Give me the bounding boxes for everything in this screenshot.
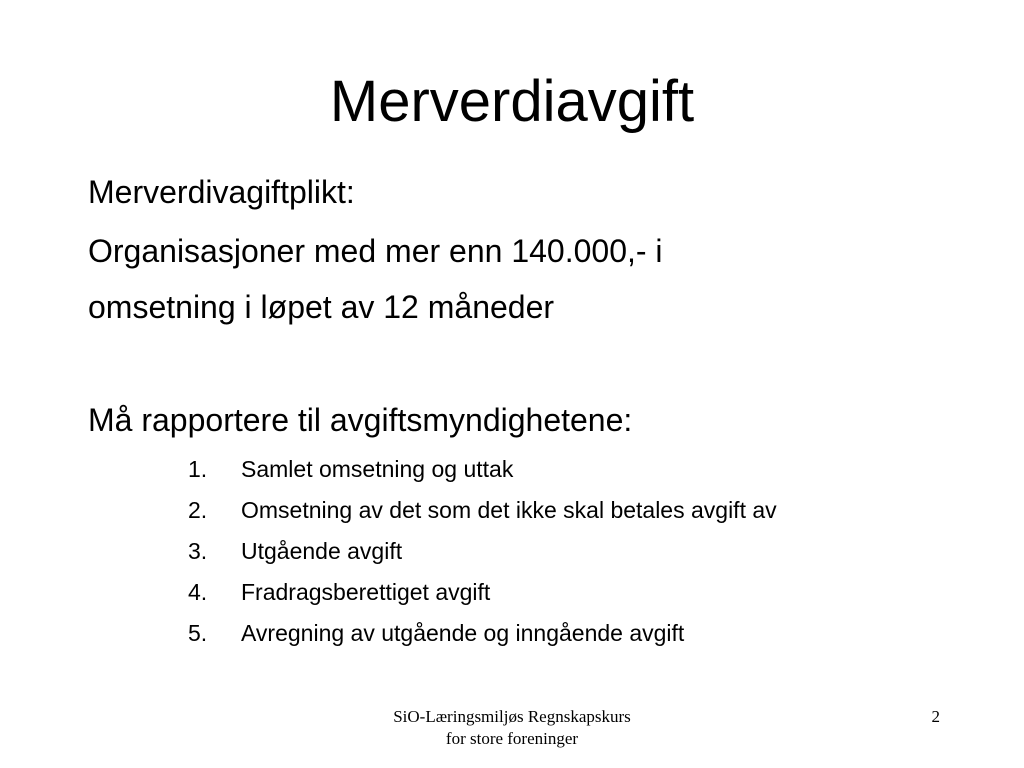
list-item <box>188 493 777 534</box>
list-item-number: 3. <box>188 538 208 564</box>
list-item <box>188 616 777 657</box>
body-text-must-report: Må rapportere til avgiftsmyndighetene: <box>88 402 633 438</box>
page-number: 2 <box>931 707 940 726</box>
footer-audience: for store foreninger <box>445 729 579 748</box>
body-text-vat-obligation: Merverdivagiftplikt: <box>88 174 355 210</box>
list-item-text: Avregning av utgående og inngående avgift <box>241 620 685 646</box>
list-item <box>188 534 777 575</box>
list-item-number: 1. <box>188 456 208 482</box>
list-item-number: 4. <box>188 579 208 605</box>
slide-title: Merverdiavgift <box>329 69 695 134</box>
list-item-text: Samlet omsetning og uttak <box>241 456 514 482</box>
body-text-turnover-period: omsetning i løpet av 12 måneder <box>88 289 555 325</box>
list-item-text: Fradragsberettiget avgift <box>241 579 491 605</box>
list-item <box>188 575 777 616</box>
list-item-text: Utgående avgift <box>241 538 403 564</box>
list-item <box>188 452 777 493</box>
list-item-text: Omsetning av det som det ikke skal betales avgift av <box>241 497 777 523</box>
reporting-items-list <box>188 452 777 657</box>
footer-course-name: SiO-Læringsmiljøs Regnskapskurs <box>393 707 631 726</box>
list-item-number: 5. <box>188 620 208 646</box>
slide-footer <box>312 706 712 750</box>
body-text-organizations: Organisasjoner med mer enn 140.000,- i <box>88 233 663 269</box>
list-item-number: 2. <box>188 497 208 523</box>
